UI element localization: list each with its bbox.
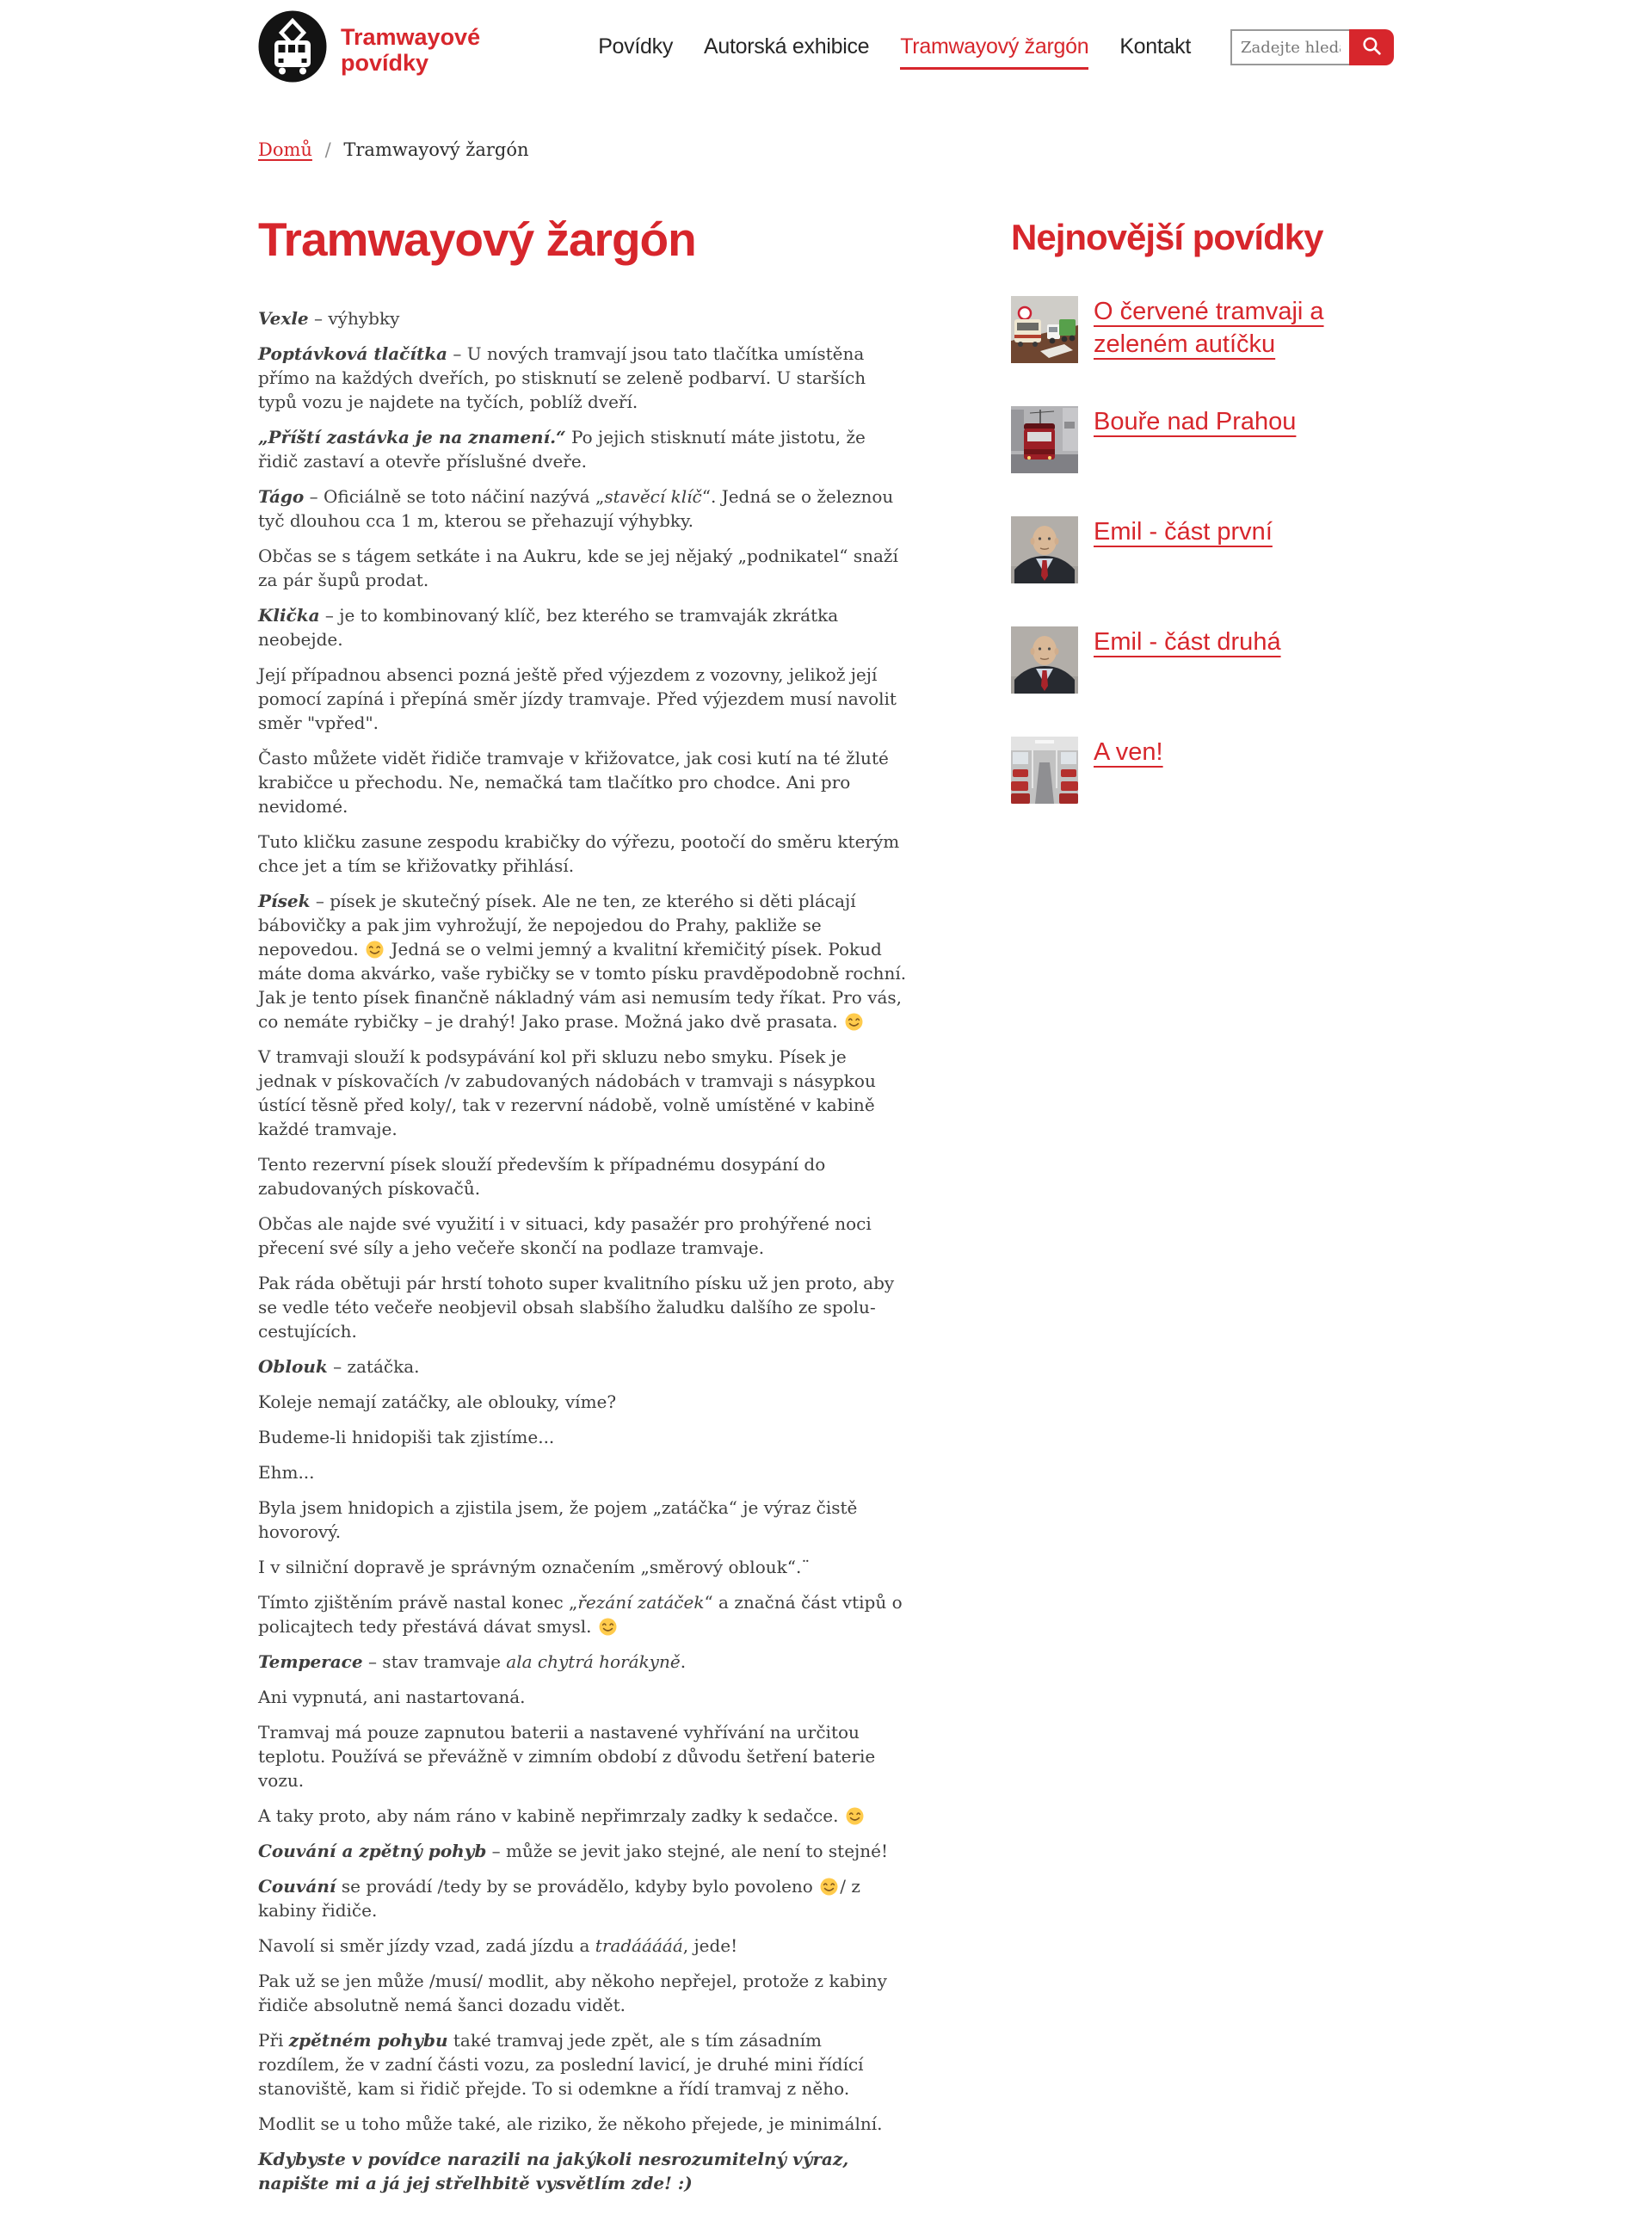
article-paragraph: Tramvaj má pouze zapnutou baterii a nastavené vyhřívání na určitou teplotu. Používá se převážně v zimním období z důvodu šetření baterie vozu. (258, 1722, 876, 1791)
article-paragraph: Její případnou absenci pozná ještě před výjezdem z vozovny, jelikož její pomocí zapíná i přepíná směr jízdy tramvaje. Před výjezdem musí navolit směr "vpřed". (258, 664, 897, 733)
latest-stories-sidebar (1011, 160, 1394, 847)
search-icon (1361, 35, 1383, 59)
article-paragraph: Navolí si směr jízdy vzad, zadá jízdu a tradááááá, jede! (258, 1935, 738, 1956)
article-paragraph: Písek – písek je skutečný písek. Ale ne ten, ze kterého si děti plácají bábovičky a pak jim vyhrožují, že nepojedou do Prahy, pakliže se nepovedou. Jedná se o velmi jemný a kvalitní křemičitý písek. Pokud máte doma akvárko, vaše rybičky se v tomto písku pravděpodobně rochní. Jak je tento písek finančně nákladný vám asi nemusím tedy říkat. Pro vás, co nemáte rybičky – je drahý! Jako prase. Možná jako dvě prasata. (258, 891, 907, 1032)
story-list-item (1011, 296, 1394, 363)
page-title: Tramwayový žargón (258, 213, 696, 266)
article-paragraph: Koleje nemají zatáčky, ale oblouky, víme? (258, 1391, 617, 1412)
site-name: Tramwayové povídky (341, 24, 481, 77)
story-title-link[interactable]: O červené tramvaji a zeleném autíčku (1094, 298, 1324, 358)
article-paragraph: Couvání se provádí /tedy by se provádělo, kdyby bylo povoleno / z kabiny řidiče. (258, 1876, 860, 1921)
search-input[interactable] (1230, 29, 1349, 65)
site-logo-link[interactable] (258, 10, 481, 86)
sidebar-heading: Nejnovější povídky (1011, 217, 1323, 257)
article-paragraph: A taky proto, aby nám ráno v kabině nepřimrzaly zadky k sedačce. (258, 1804, 908, 1828)
article-paragraph: Tágo – Oficiálně se toto náčiní nazývá „stavěcí klíč“. Jedná se o železnou tyč dlouhou cca 1 m, kterou se přehazují výhybky. (258, 486, 894, 531)
article-paragraph: Modlit se u toho může také, ale riziko, že někoho přejede, je minimální. (258, 2113, 883, 2134)
nav-item[interactable]: Kontakt (1119, 34, 1191, 59)
article-paragraph: Pak ráda obětuji pár hrstí tohoto super kvalitního písku už jen proto, aby se vedle této večeře neobjevil obsah slabšího žaludku dalšího ze spolu-cestujících. (258, 1273, 895, 1342)
old-man-photo[interactable] (1011, 626, 1078, 694)
nav-item[interactable]: Tramwayový žargón (900, 34, 1088, 70)
article-paragraph: Pak už se jen může /musí/ modlit, aby někoho nepřejel, protože z kabiny řidiče absolutně nemá šanci dozadu vidět. (258, 1971, 887, 2015)
article-paragraph: I v silniční dopravě je správným označením „směrový oblouk“.¨ (258, 1557, 811, 1577)
article-paragraph: Vexle – výhybky (258, 308, 400, 329)
tram-logo-icon (258, 10, 327, 86)
story-list-item (1011, 626, 1394, 694)
breadcrumb-home-link[interactable]: Domů (258, 139, 312, 160)
article-paragraph: Často můžete vidět řidiče tramvaje v křižovatce, jak cosi kutí na té žluté krabičce u přechodu. Ne, nemačká tam tlačítko pro chodce. Ani pro nevidomé. (258, 748, 889, 817)
article-paragraph: Ehm... (258, 1462, 315, 1483)
article-paragraph: „Příští zastávka je na znamení.“ Po jejich stisknutí máte jistotu, že řidič zastaví a otevře příslušné dveře. (258, 427, 866, 472)
article-main (258, 160, 908, 2206)
main-nav (598, 34, 1191, 70)
article-paragraph: V tramvaji slouží k podsypávání kol při skluzu nebo smyku. Písek je jednak v pískovačích /v zabudovaných nádobách v tramvaji s násypkou ústící těsně před koly/, tak v rezervní nádobě, volně umístěné v kabině každé tramvaje. (258, 1046, 876, 1139)
story-title-link[interactable]: A ven! (1094, 738, 1163, 766)
story-title-link[interactable]: Bouře nad Prahou (1094, 408, 1297, 435)
old-man-photo[interactable] (1011, 516, 1078, 583)
article-paragraph: Občas ale najde své využití i v situaci, kdy pasažér pro prohýřené noci přecení své síly a jeho večeře skončí na podlaze tramvaje. (258, 1213, 872, 1258)
nav-item[interactable]: Povídky (598, 34, 674, 59)
article-paragraph: Temperace – stav tramvaje ala chytrá horákyně. (258, 1651, 687, 1672)
story-title-link[interactable]: Emil - část druhá (1094, 628, 1281, 656)
story-list (1011, 296, 1394, 804)
article-paragraph: Tímto zjištěním právě nastal konec „řezání zatáček“ a značná část vtipů o policajtech tedy přestává dávat smysl. (258, 1592, 903, 1637)
article-paragraph: Poptávková tlačítka – U nových tramvají jsou tato tlačítka umístěna přímo na každých dveřích, po stisknutí se zeleně podbarví. U starších typů vozu je najdete na tyčích, poblíž dveří. (258, 343, 866, 412)
article-paragraph: Tento rezervní písek slouží především k případnému dosypání do zabudovaných pískovačů. (258, 1154, 826, 1199)
smiling-emoji-icon (846, 1807, 864, 1825)
smiling-emoji-icon (845, 1013, 863, 1031)
breadcrumb-current: Tramwayový žargón (343, 139, 529, 160)
smiling-emoji-icon (366, 941, 384, 959)
story-list-item (1011, 406, 1394, 473)
article-paragraph: Kdybyste v povídce narazili na jakýkoli nesrozumitelný výraz, napište mi a já jej střelhbitě vysvětlím zde! :) (258, 2149, 849, 2193)
smiling-emoji-icon (599, 1618, 617, 1636)
tram-interior-photo[interactable] (1011, 737, 1078, 804)
article-paragraph: Couvání a zpětný pohyb – může se jevit jako stejné, ale není to stejné! (258, 1841, 888, 1861)
article-paragraph: Při zpětném pohybu také tramvaj jede zpět, ale s tím zásadním rozdílem, že v zadní části vozu, za poslední lavicí, je druhé mini řídící stanoviště, kam si řidič přejde. To si odemkne a řídí tramvaj z něho. (258, 2030, 864, 2099)
red-tram-photo[interactable] (1011, 406, 1078, 473)
article-paragraph: Tuto kličku zasune zespodu krabičky do výřezu, pootočí do směru kterým chce jet a tím se křižovatky přihlásí. (258, 831, 900, 876)
site-header (0, 0, 1652, 86)
article-paragraph: Ani vypnutá, ani nastartovaná. (258, 1687, 526, 1707)
article-paragraph: Občas se s tágem setkáte i na Aukru, kde se jej nějaký „podnikatel“ snaží za pár šupů prodat. (258, 546, 898, 590)
toy-tram-photo[interactable] (1011, 296, 1078, 363)
article-paragraph: Byla jsem hnidopich a zjistila jsem, že pojem „zatáčka“ je výraz čistě hovorový. (258, 1497, 858, 1542)
article-body (258, 306, 908, 2195)
nav-item[interactable]: Autorská exhibice (704, 34, 870, 59)
smiling-emoji-icon (820, 1878, 838, 1896)
breadcrumb (258, 139, 1394, 160)
article-paragraph: Klička – je to kombinovaný klíč, bez kterého se tramvaják zkrátka neobejde. (258, 605, 839, 650)
article-paragraph: Oblouk – zatáčka. (258, 1356, 420, 1377)
search-box (1230, 29, 1394, 65)
story-list-item (1011, 737, 1394, 804)
story-list-item (1011, 516, 1394, 583)
breadcrumb-separator: / (324, 139, 331, 160)
story-title-link[interactable]: Emil - část první (1094, 518, 1273, 546)
search-button[interactable] (1349, 29, 1394, 65)
article-paragraph: Budeme-li hnidopiši tak zjistíme... (258, 1427, 555, 1447)
